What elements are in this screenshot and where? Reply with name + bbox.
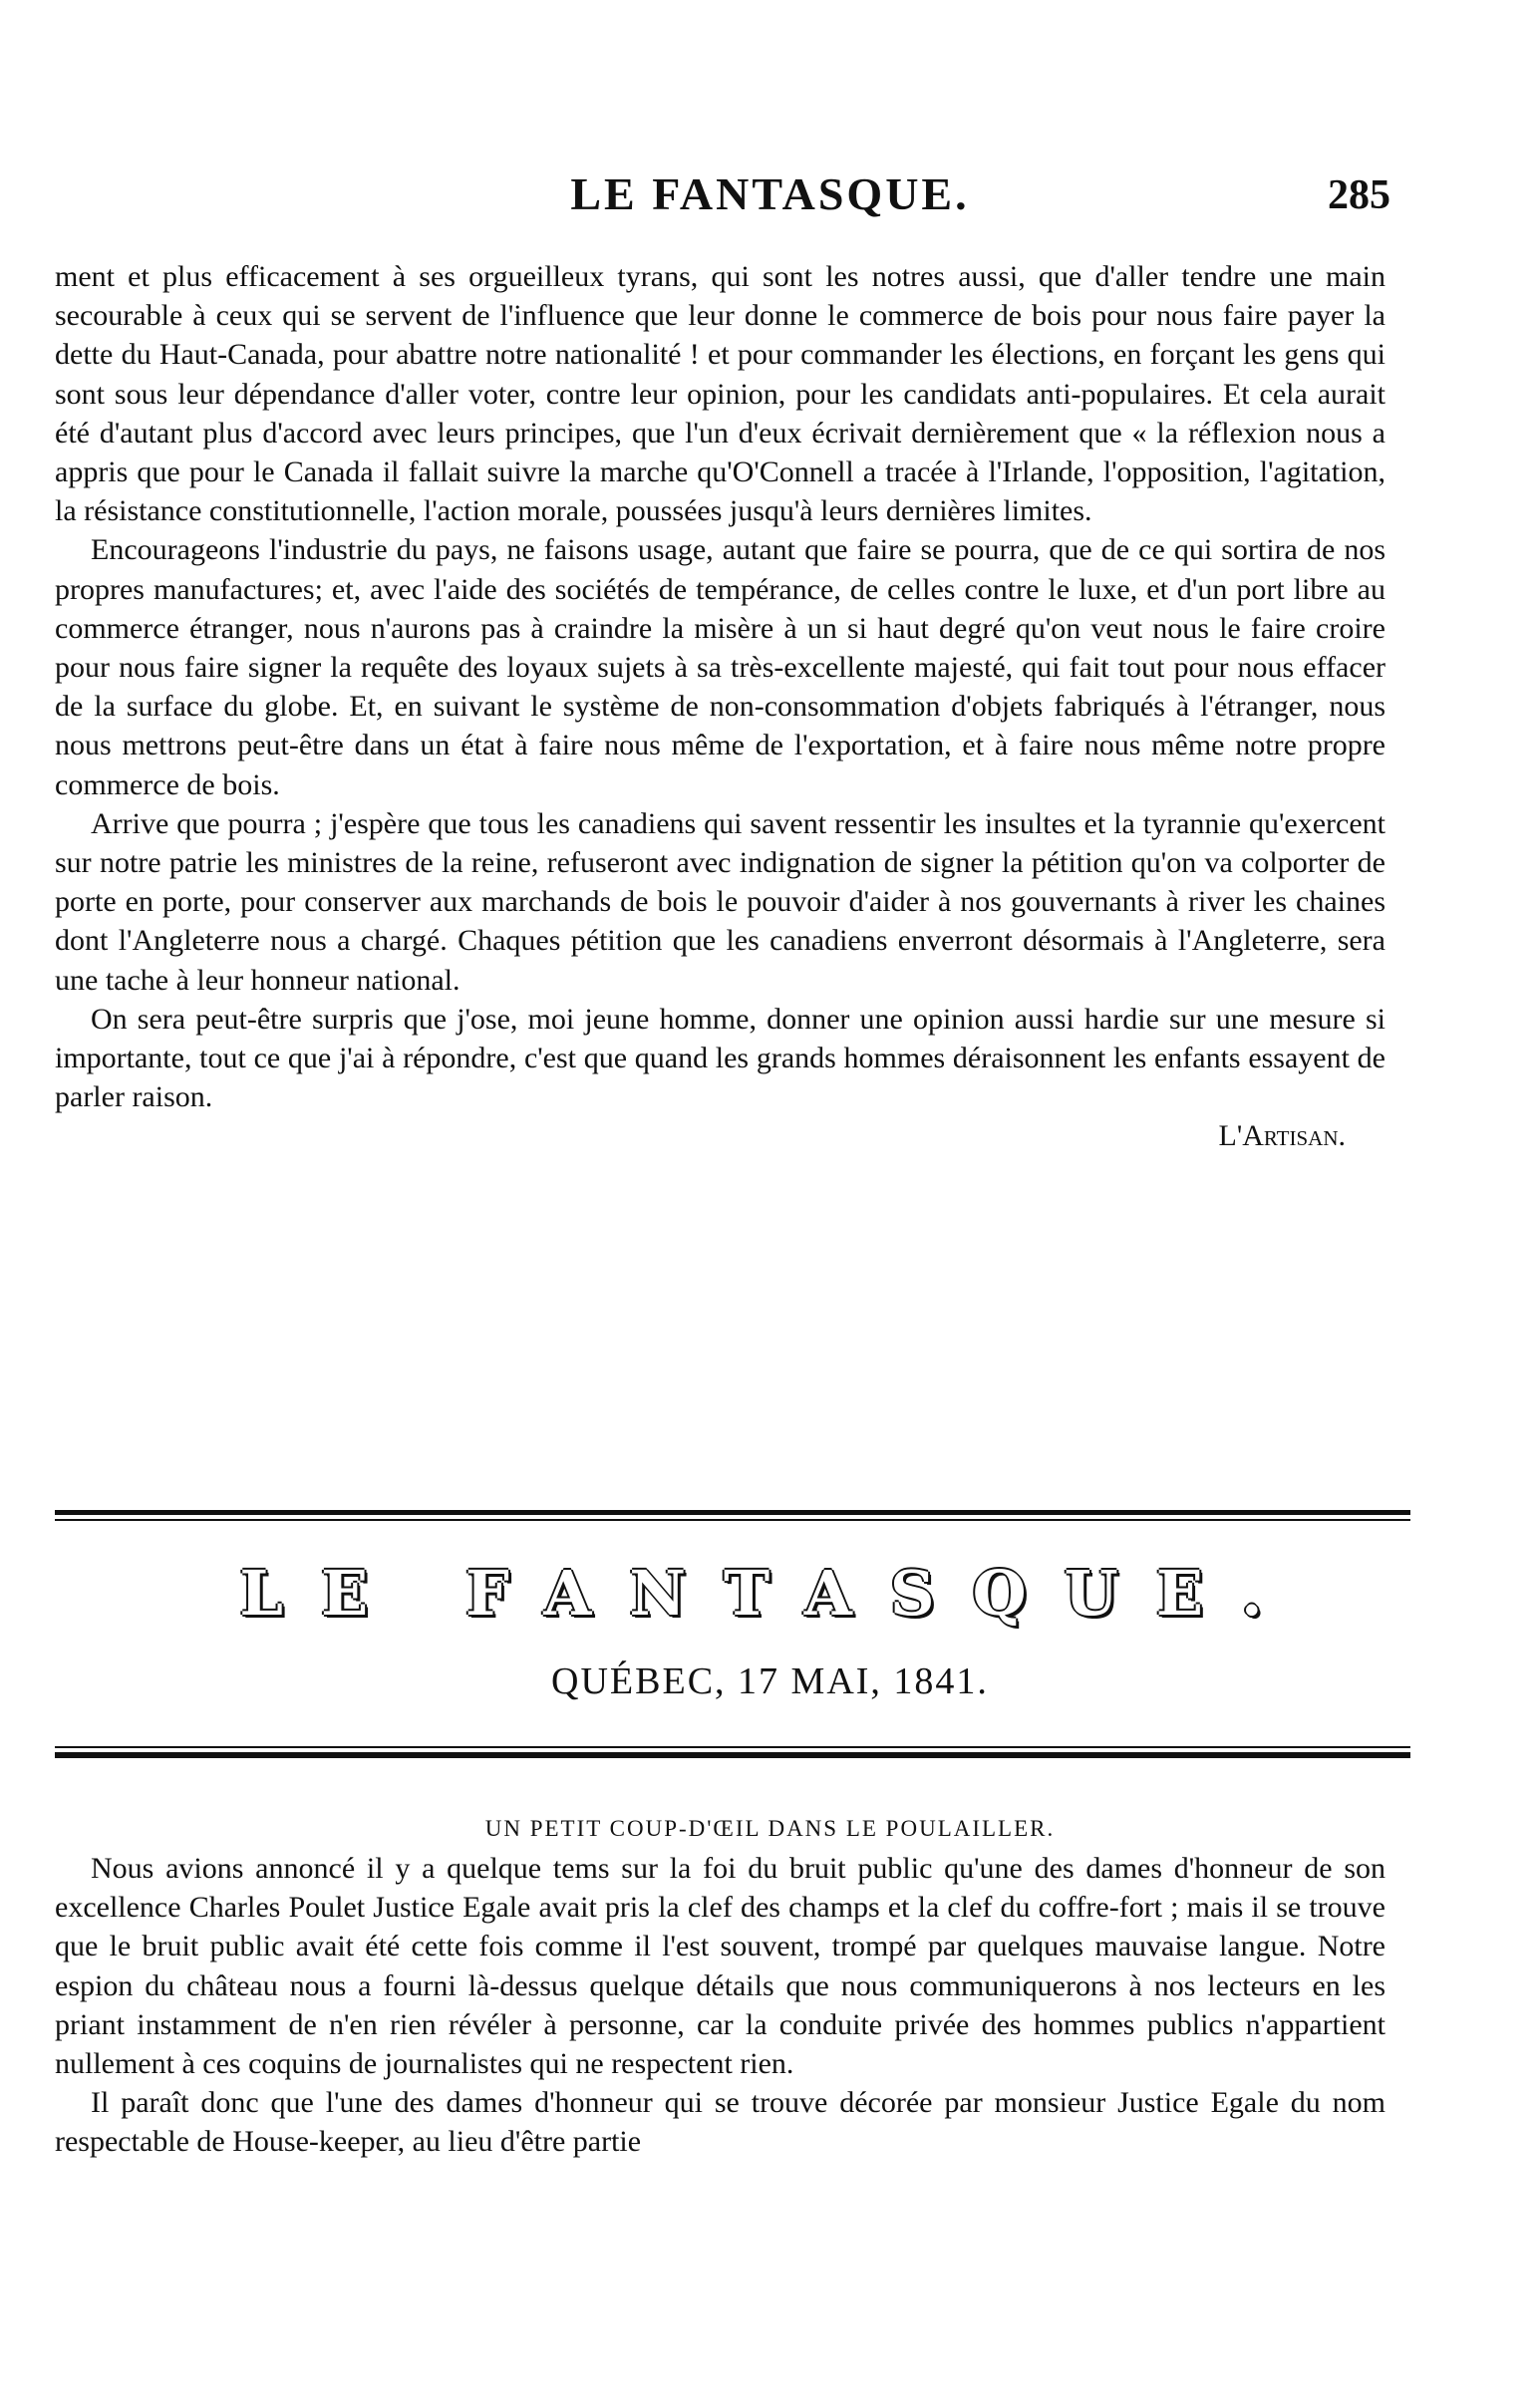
- dateline-rule-thin: [55, 1746, 1410, 1748]
- section-rule-thin: [55, 1519, 1410, 1521]
- article-body: [55, 1849, 1386, 2162]
- letter-paragraph: ment et plus efficacement à ses orgueilleux tyrans, qui sont les notres aussi, que d'aller tendre une main secourable à ceux qui se servent de l'influence que leur donne le commerce de bois pour nous faire payer la dette du Haut-Canada, pour abattre notre nationalité ! et pour commander les élections, en forçant les gens qui sont sous leur dépendance d'aller voter, contre leur opinion, pour les candidats anti-populaires. Et cela aurait été d'autant plus d'accord avec leurs principes, que l'un d'eux écrivait dernièrement que « la réflexion nous a appris que pour le Canada il fallait suivre la marche qu'O'Connell a tracée à l'Irlande, l'opposition, l'agitation, la résistance constitutionnelle, l'action morale, poussées jusqu'à leurs dernières limites.: [55, 260, 1386, 528]
- running-header: [0, 167, 1540, 227]
- article-paragraph: Nous avions annoncé il y a quelque tems sur la foi du bruit public qu'une des dames d'honneur de son excellence Charles Poulet Justice Egale avait pris la clef des champs et la clef du coffre-fort ; mais il se trouve que le bruit public avait été cette fois comme il l'est souvent, trompé par quelques mauvaise langue. Notre espion du château nous a fourni là-dessus quelque détails que nous communiquerons à nos lecteurs en les priant instamment de n'en rien révéler à personne, car la conduite privée des hommes publics n'appartient nullement à ces coquins de journalistes qui ne respectent rien.: [55, 1852, 1386, 2081]
- running-title: LE FANTASQUE.: [570, 168, 970, 219]
- letter-signature: L'Artisan.: [1218, 1119, 1346, 1153]
- letter-paragraph: On sera peut-être surpris que j'ose, moi jeune homme, donner une opinion aussi hardie sur une mesure si importante, tout ce que j'ai à répondre, c'est que quand les grands hommes déraisonnent les enfants essayent de parler raison.: [55, 1002, 1386, 1114]
- letter-body: [55, 257, 1386, 1156]
- article-paragraph: Il paraît donc que l'une des dames d'honneur qui se trouve décorée par monsieur Justice Egale du nom respectable de House-keeper, au lieu d'être partie: [55, 2086, 1386, 2159]
- masthead-title: LE FANTASQUE.: [239, 1557, 1301, 1630]
- dateline-rule-thick: [55, 1752, 1410, 1758]
- page-number: 285: [1328, 172, 1390, 218]
- letter-paragraph: Encourageons l'industrie du pays, ne faisons usage, autant que faire se pourra, que de ce qui sortira de nos propres manufactures; et, avec l'aide des sociétés de tempérance, de celles contre le luxe, et d'un port libre au commerce étranger, nous n'aurons pas à craindre la misère à un si haut degré qu'on veut nous le faire croire pour nous faire signer la requête des loyaux sujets à sa très-excellente majesté, qui fait tout pour nous effacer de la surface du globe. Et, en suivant le système de non-consommation d'objets fabriqués à l'étranger, nous nous mettrons peut-être dans un état à faire nous même de l'exportation, et à faire nous même notre propre commerce de bois.: [55, 533, 1386, 801]
- letter-paragraph: Arrive que pourra ; j'espère que tous les canadiens qui savent ressentir les insultes et la tyrannie qu'exercent sur notre patrie les ministres de la reine, refuseront avec indignation de signer la pétition qu'on va colporter de porte en porte, pour conserver aux marchands de bois le pouvoir d'aider à nos gouvernants à river les chaines dont l'Angleterre nous a chargé. Chaques pétition que les canadiens enverront désormais à l'Angleterre, sera une tache à leur honneur national.: [55, 806, 1386, 997]
- masthead-dateline: QUÉBEC, 17 MAI, 1841.: [551, 1660, 989, 1702]
- article-title: UN PETIT COUP-D'ŒIL DANS LE POULAILLER.: [484, 1816, 1056, 1841]
- section-rule-thick: [55, 1510, 1410, 1515]
